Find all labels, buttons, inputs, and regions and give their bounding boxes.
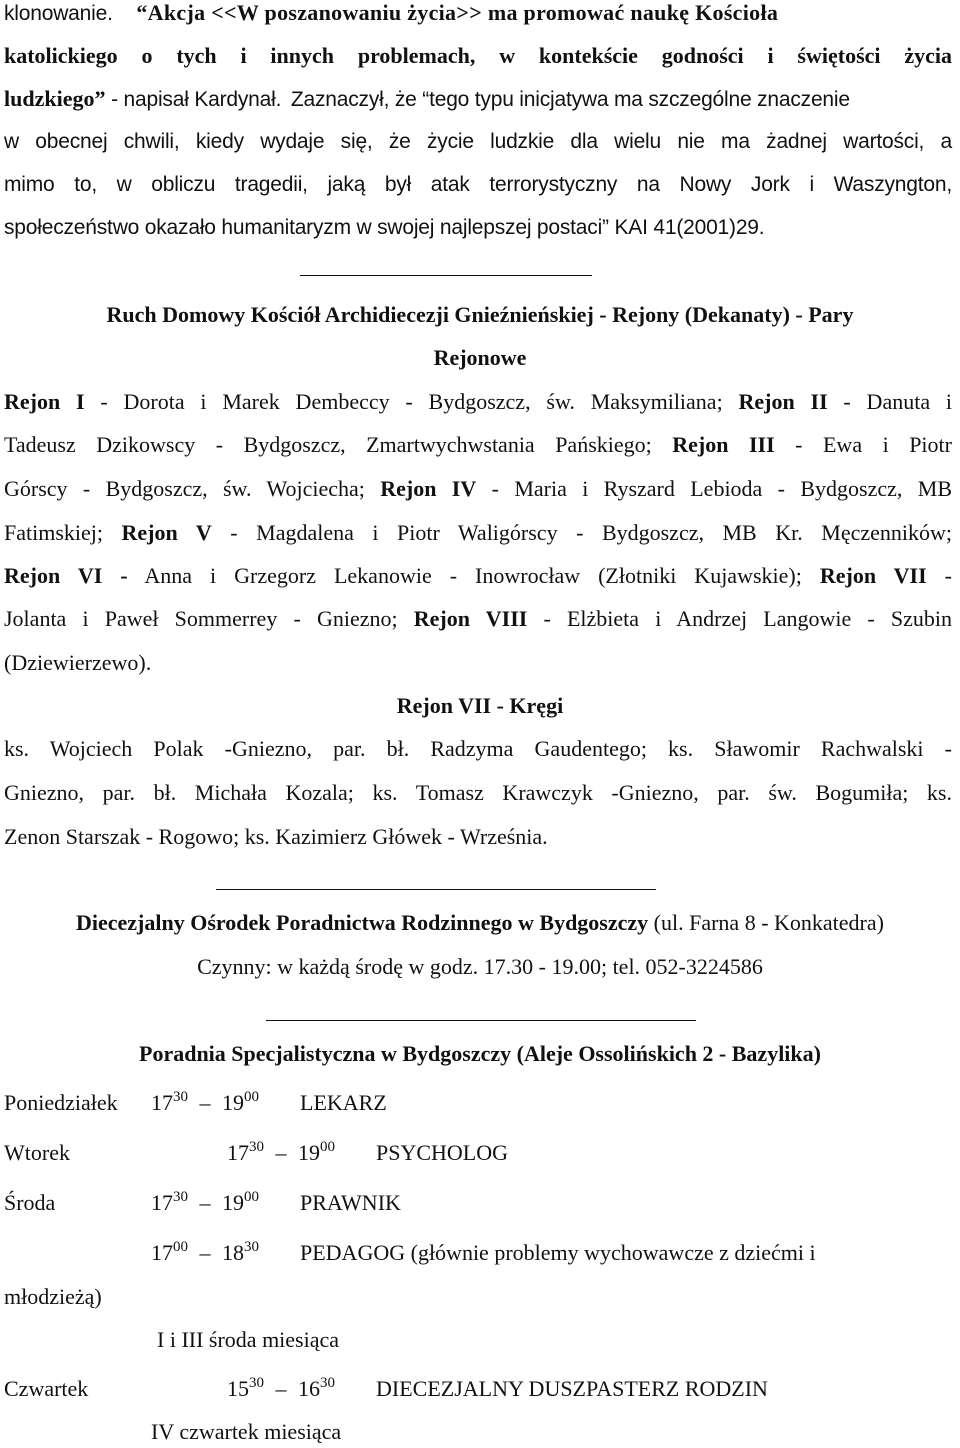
rejon-line-7: (Dziewierzewo). [4, 650, 152, 675]
schedule-time [151, 1238, 259, 1271]
rejon-label: Rejon II [738, 389, 828, 414]
schedule-time [227, 1374, 335, 1407]
rejon-text: - Dorota i Marek Dembeccy - Bydgoszcz, św. Maksymiliana; [84, 389, 739, 414]
intro-text: Zaznaczył, że “tego typu inicjatywa ma szczególne znaczenie [285, 88, 850, 111]
intro-line-2: katolickiego o tych i innych problemach, w kontekście godności i świętości życia [4, 43, 952, 68]
intro-text: klonowanie. [4, 2, 113, 25]
rejon-line-6 [4, 604, 952, 634]
rejon-label: Rejon I [4, 389, 85, 414]
time-hour: 17 [151, 1190, 173, 1215]
time-hour: 17 [151, 1090, 173, 1115]
schedule-label: PSYCHOLOG [376, 1140, 509, 1165]
quote-bold-end: ludzkiego” [4, 86, 106, 111]
time-hour: 15 [227, 1376, 249, 1401]
rejon-label: Rejon VII [819, 563, 927, 588]
rejon-label: Rejon V [121, 520, 212, 545]
rejon-text: Fatimskiej; [4, 520, 122, 545]
rejon-label: Rejon III [672, 432, 775, 457]
time-minute: 00 [173, 1239, 188, 1255]
time-minute: 00 [244, 1089, 259, 1105]
quote-bold: “Akcja <<W poszanowaniu życia>> ma promować naukę Kościoła [136, 0, 779, 25]
rejon-text: - Ewa i Piotr [774, 432, 952, 457]
schedule-time [151, 1088, 259, 1121]
intro-line-6: społeczeństwo okazało humanitaryzm w swojej najlepszej postaci” KAI 41(2001)29. [4, 216, 765, 239]
poradnia-title: Poradnia Specjalistyczna w Bydgoszczy (Aleje Ossolińskich 2 - Bazylika) [139, 1041, 821, 1066]
osrodek-title-line [0, 908, 960, 938]
time-minute: 30 [173, 1089, 188, 1105]
rejon-text: - Danuta i [827, 389, 953, 414]
rejon-line-4 [4, 518, 952, 548]
time-hour: 17 [151, 1240, 173, 1265]
intro-line-3 [4, 84, 952, 115]
schedule-label: LEKARZ [300, 1090, 387, 1115]
intro-line-1 [4, 0, 952, 29]
time-minute: 00 [244, 1189, 259, 1205]
rejon-text: - Maria i Ryszard Lebioda - Bydgoszcz, MB [476, 476, 952, 501]
rejon-text: Anna i Grzegorz Lekanowie - Inowrocław (Złotniki Kujawskie); [127, 563, 820, 588]
rejon-text: - [926, 563, 952, 588]
schedule-note: IV czwartek miesiąca [151, 1419, 342, 1444]
divider [266, 1020, 696, 1021]
schedule-label: PRAWNIK [300, 1190, 401, 1215]
rejon-text: Jolanta i Paweł Sommerrey - Gniezno; [4, 606, 414, 631]
schedule-label: DIECEZJALNY DUSZPASTERZ RODZIN [376, 1376, 768, 1401]
intro-line-4: w obecnej chwili, kiedy wydaje się, że życie ludzkie dla wielu nie ma żadnej wartości, a [4, 130, 952, 153]
rejon-line-3 [4, 474, 952, 504]
schedule-label: PEDAGOG (głównie problemy wychowawcze z dziećmi i [300, 1240, 816, 1265]
time-hour: 17 [227, 1140, 249, 1165]
time-dash: – [275, 1376, 287, 1401]
rejon-line-2 [4, 430, 952, 460]
time-dash: – [275, 1140, 287, 1165]
time-minute: 00 [320, 1139, 335, 1155]
osrodek-title: Diecezjalny Ośrodek Poradnictwa Rodzinnego w Bydgoszczy [76, 910, 649, 935]
time-hour: 18 [222, 1240, 244, 1265]
rejon-label: Rejon VIII [413, 606, 528, 631]
osrodek-hours: Czynny: w każdą środę w godz. 17.30 - 19.00; tel. 052-3224586 [197, 954, 763, 979]
time-hour: 16 [298, 1376, 320, 1401]
schedule-time [227, 1138, 335, 1171]
time-minute: 30 [173, 1189, 188, 1205]
rejon-text: Górscy - Bydgoszcz, św. Wojciecha; [4, 476, 381, 501]
schedule-note: I i III środa miesiąca [157, 1327, 340, 1352]
time-minute: 30 [249, 1375, 264, 1391]
time-dash: – [199, 1190, 211, 1215]
kregi-line-2: Gniezno, par. bł. Michała Kozala; ks. Tomasz Krawczyk -Gniezno, par. św. Bogumiła; ks. [4, 780, 952, 805]
section-title-cont: Rejonowe [433, 345, 527, 370]
rejon-line-5 [4, 561, 952, 591]
kregi-title: Rejon VII - Kręgi [396, 693, 564, 718]
rejon-text: Tadeusz Dzikowscy - Bydgoszcz, Zmartwychwstania Pańskiego; [4, 432, 673, 457]
intro-text: - napisał Kardynał. [105, 88, 282, 111]
kregi-line-3: Zenon Starszak - Rogowo; ks. Kazimierz Główek - Września. [4, 824, 548, 849]
rejon-line-1 [4, 387, 952, 417]
intro-line-5: mimo to, w obliczu tragedii, jaką był atak terrorystyczny na Nowy Jork i Waszyngton, [4, 173, 952, 196]
rejon-text: - Magdalena i Piotr Waligórscy - Bydgoszcz, MB Kr. Męczenników; [211, 520, 953, 545]
time-dash: – [199, 1240, 211, 1265]
time-hour: 19 [222, 1190, 244, 1215]
schedule-label-cont: młodzieżą) [4, 1284, 102, 1309]
time-dash: – [199, 1090, 211, 1115]
time-minute: 30 [320, 1375, 335, 1391]
divider [300, 275, 592, 276]
time-hour: 19 [222, 1090, 244, 1115]
section-title: Ruch Domowy Kościół Archidiecezji Gnieźnieńskiej - Rejony (Dekanaty) - Pary [106, 302, 854, 327]
kregi-line-1: ks. Wojciech Polak -Gniezno, par. bł. Radzyma Gaudentego; ks. Sławomir Rachwalski - [4, 736, 952, 761]
rejon-label: Rejon VI - [4, 563, 128, 588]
divider [216, 889, 656, 890]
time-minute: 30 [244, 1239, 259, 1255]
osrodek-address: (ul. Farna 8 - Konkatedra) [648, 910, 884, 935]
time-hour: 19 [298, 1140, 320, 1165]
schedule-day: Poniedziałek [4, 1090, 118, 1115]
time-minute: 30 [249, 1139, 264, 1155]
rejon-label: Rejon IV [380, 476, 477, 501]
schedule-time [151, 1188, 259, 1221]
rejon-text: - Elżbieta i Andrzej Langowie - Szubin [527, 606, 953, 631]
schedule-day: Czwartek [4, 1376, 89, 1401]
schedule-day: Wtorek [4, 1140, 70, 1165]
schedule-day: Środa [4, 1190, 56, 1215]
